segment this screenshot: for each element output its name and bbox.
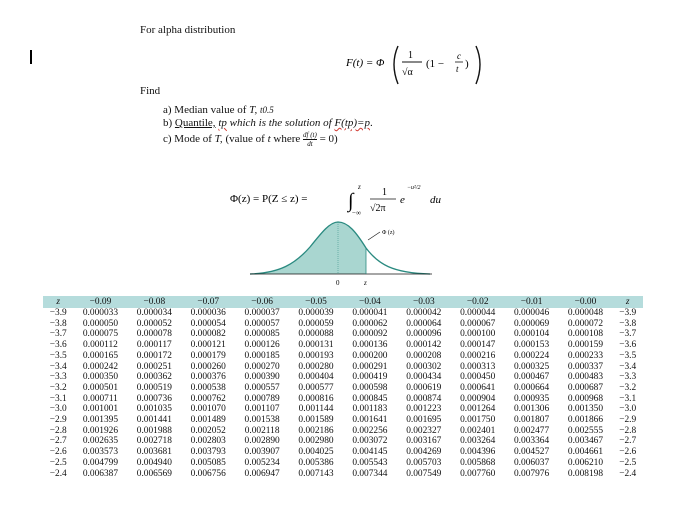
table-cell: 0.000874 bbox=[406, 393, 442, 404]
table-cell: 0.005386 bbox=[298, 457, 334, 468]
table-cell: −2.6 bbox=[619, 447, 637, 458]
table-cell: −2.4 bbox=[49, 468, 67, 479]
table-cell: 0.000251 bbox=[136, 361, 172, 372]
table-cell: 0.006210 bbox=[567, 457, 604, 468]
table-header-row bbox=[43, 296, 643, 308]
integral-sign: ∫ bbox=[348, 190, 354, 212]
table-cell: 0.004025 bbox=[298, 447, 334, 458]
table-row bbox=[43, 415, 643, 426]
table-cell: 0.000096 bbox=[406, 329, 442, 340]
table-cell: −3.8 bbox=[49, 318, 67, 329]
table-cell: 0.002052 bbox=[190, 425, 226, 436]
table-cell: 0.007549 bbox=[406, 468, 442, 479]
table-header-cell: z bbox=[43, 296, 74, 308]
label-pointer bbox=[368, 232, 380, 240]
table-header-cell: −0.07 bbox=[181, 296, 235, 308]
table-cell: −2.9 bbox=[619, 415, 637, 426]
table-cell: −3.5 bbox=[619, 350, 637, 361]
table-header-cell: −0.02 bbox=[451, 296, 505, 308]
table-cell: 0.001144 bbox=[298, 404, 334, 415]
table-header-cell: −0.09 bbox=[74, 296, 128, 308]
table-cell: 0.000117 bbox=[136, 340, 172, 351]
table-cell: −3.2 bbox=[49, 382, 67, 393]
normal-curve-figure bbox=[240, 212, 440, 292]
table-cell: 0.002890 bbox=[244, 436, 280, 447]
table-cell: 0.007976 bbox=[513, 468, 550, 479]
exp-power: −u²/2 bbox=[407, 185, 421, 191]
table-cell: 0.006387 bbox=[82, 468, 119, 479]
table-cell: 0.005234 bbox=[244, 457, 280, 468]
table-cell: 0.002718 bbox=[136, 436, 172, 447]
table-cell: −3.1 bbox=[49, 393, 67, 404]
shaded-area bbox=[250, 222, 366, 274]
table-cell: 0.000270 bbox=[244, 361, 280, 372]
table-cell: 0.000126 bbox=[244, 340, 280, 351]
table-cell: 0.004940 bbox=[136, 457, 172, 468]
table-row bbox=[43, 383, 643, 394]
table-cell: 0.002327 bbox=[406, 425, 442, 436]
table-cell: 0.001589 bbox=[298, 415, 334, 426]
table-cell: 0.001807 bbox=[513, 415, 550, 426]
table-cell: 0.003364 bbox=[513, 436, 550, 447]
table-cell: 0.000131 bbox=[298, 340, 334, 351]
table-cell: 0.003167 bbox=[406, 436, 442, 447]
q-b-word: Quantile, bbox=[174, 117, 216, 129]
table-cell: 0.000075 bbox=[82, 329, 119, 340]
q-b-end: . bbox=[369, 117, 373, 129]
table-cell: 0.001001 bbox=[82, 404, 119, 415]
table-cell: 0.000419 bbox=[352, 372, 388, 383]
big-paren-left bbox=[394, 46, 398, 84]
table-cell: 0.000467 bbox=[513, 372, 550, 383]
axis-z: z bbox=[364, 279, 367, 287]
table-cell: 0.004527 bbox=[513, 447, 550, 458]
table-cell: 0.002186 bbox=[298, 425, 334, 436]
table-cell: 0.001107 bbox=[244, 404, 280, 415]
table-cell: 0.000153 bbox=[513, 340, 550, 351]
table-row bbox=[43, 362, 643, 373]
table-cell: 0.000059 bbox=[298, 318, 334, 329]
table-cell: 0.000037 bbox=[244, 308, 280, 318]
table-row bbox=[43, 426, 643, 437]
table-cell: 0.000072 bbox=[567, 318, 604, 329]
normal-cdf-formula bbox=[230, 180, 480, 216]
table-cell: 0.000619 bbox=[406, 382, 442, 393]
table-cell: 0.001183 bbox=[352, 404, 388, 415]
table-row bbox=[43, 404, 643, 415]
table-cell: 0.002980 bbox=[298, 436, 334, 447]
text-cursor bbox=[30, 50, 32, 64]
table-cell: 0.005703 bbox=[406, 457, 442, 468]
table-cell: 0.000404 bbox=[298, 372, 334, 383]
table-cell: −3.2 bbox=[619, 382, 637, 393]
table-cell: 0.000362 bbox=[136, 372, 172, 383]
table-cell: 0.000664 bbox=[513, 382, 550, 393]
table-cell: 0.000112 bbox=[83, 340, 118, 351]
table-row bbox=[43, 351, 643, 362]
q-b-text: which is the solution of bbox=[229, 117, 332, 129]
table-cell: 0.000048 bbox=[567, 308, 604, 318]
table-cell: 0.004661 bbox=[567, 447, 604, 458]
formula-frac-num: 1 bbox=[408, 50, 413, 61]
table-cell: −3.3 bbox=[619, 372, 637, 383]
table-cell: 0.000224 bbox=[513, 350, 550, 361]
table-cell: 0.000519 bbox=[136, 382, 172, 393]
table-cell: 0.000147 bbox=[460, 340, 496, 351]
table-cell: 0.000041 bbox=[352, 308, 388, 318]
table-body bbox=[43, 308, 643, 479]
table-cell: 0.000121 bbox=[190, 340, 226, 351]
question-c bbox=[163, 131, 338, 148]
table-cell: 0.000935 bbox=[513, 393, 550, 404]
table-cell: 0.000050 bbox=[82, 318, 119, 329]
table-row bbox=[43, 319, 643, 330]
table-cell: 0.000233 bbox=[567, 350, 604, 361]
q-b-label: b) bbox=[163, 117, 173, 129]
table-cell: 0.000088 bbox=[298, 329, 334, 340]
q-a-var: T, bbox=[249, 104, 258, 116]
table-row bbox=[43, 340, 643, 351]
q-c-label: c) bbox=[163, 133, 172, 146]
table-header-cell: −0.01 bbox=[505, 296, 559, 308]
table-cell: −3.4 bbox=[49, 361, 67, 372]
table-cell: 0.000641 bbox=[460, 382, 496, 393]
table-cell: 0.003907 bbox=[244, 447, 280, 458]
table-cell: 0.001350 bbox=[567, 404, 604, 415]
table-cell: −3.0 bbox=[49, 404, 67, 415]
table-cell: 0.000538 bbox=[190, 382, 226, 393]
exp-base: e bbox=[400, 194, 405, 206]
table-header-cell: −0.00 bbox=[559, 296, 613, 308]
table-cell: 0.001264 bbox=[460, 404, 496, 415]
table-row bbox=[43, 394, 643, 405]
q-a-sub: t0.5 bbox=[259, 105, 274, 115]
table-cell: −2.9 bbox=[49, 415, 67, 426]
table-cell: 0.000291 bbox=[352, 361, 388, 372]
table-row bbox=[43, 372, 643, 383]
q-c-tail: = 0) bbox=[319, 133, 338, 146]
q-a-label: a) bbox=[163, 104, 172, 116]
table-cell: 0.006947 bbox=[244, 468, 280, 479]
table-cell: 0.004799 bbox=[82, 457, 119, 468]
table-cell: 0.000450 bbox=[460, 372, 496, 383]
table-cell: 0.000082 bbox=[190, 329, 226, 340]
question-a bbox=[163, 104, 274, 116]
axis-zero: 0 bbox=[336, 279, 340, 287]
table-cell: 0.000557 bbox=[244, 382, 280, 393]
table-cell: 0.000100 bbox=[460, 329, 496, 340]
table-cell: 0.000260 bbox=[190, 361, 226, 372]
table-cell: 0.000845 bbox=[352, 393, 388, 404]
table-cell: 0.007344 bbox=[352, 468, 388, 479]
table-cell: 0.000242 bbox=[82, 361, 119, 372]
table-cell: 0.003573 bbox=[82, 447, 119, 458]
table-row bbox=[43, 329, 643, 340]
table-cell: 0.000069 bbox=[513, 318, 550, 329]
table-cell: −2.5 bbox=[619, 457, 637, 468]
int-lower: −∞ bbox=[352, 209, 361, 216]
table-cell: −2.5 bbox=[49, 457, 67, 468]
table-cell: 0.003681 bbox=[136, 447, 172, 458]
table-cell: 0.000067 bbox=[460, 318, 496, 329]
table-cell: 0.005543 bbox=[352, 457, 388, 468]
table-cell: 0.002477 bbox=[513, 425, 550, 436]
table-cell: 0.000577 bbox=[298, 382, 334, 393]
table-cell: 0.000108 bbox=[567, 329, 604, 340]
problem-title: For alpha distribution bbox=[140, 24, 236, 36]
formula-frac-den: √α bbox=[402, 67, 413, 78]
table-cell: 0.002256 bbox=[352, 425, 388, 436]
table-cell: −3.6 bbox=[49, 340, 67, 351]
table-cell: 0.000136 bbox=[352, 340, 388, 351]
table-cell: 0.006037 bbox=[513, 457, 550, 468]
table-cell: −2.7 bbox=[49, 436, 67, 447]
table-cell: 0.000687 bbox=[567, 382, 604, 393]
table-cell: 0.006569 bbox=[136, 468, 172, 479]
table-cell: 0.000165 bbox=[82, 350, 119, 361]
q-c-t: t bbox=[267, 133, 271, 146]
table-cell: 0.000085 bbox=[244, 329, 280, 340]
table-cell: 0.001641 bbox=[352, 415, 388, 426]
table-cell: 0.001070 bbox=[190, 404, 226, 415]
find-label: Find bbox=[140, 85, 161, 97]
table-row bbox=[43, 447, 643, 458]
table-cell: 0.000302 bbox=[406, 361, 442, 372]
normal-table bbox=[43, 296, 643, 479]
table-cell: 0.004269 bbox=[406, 447, 442, 458]
table-cell: 0.000044 bbox=[460, 308, 496, 318]
table-cell: −2.8 bbox=[619, 425, 637, 436]
table-header-cell: −0.06 bbox=[235, 296, 289, 308]
int-upper: z bbox=[358, 183, 361, 191]
table-cell: 0.000968 bbox=[567, 393, 604, 404]
table-cell: 0.001750 bbox=[460, 415, 496, 426]
table-cell: 0.002635 bbox=[82, 436, 119, 447]
table-cell: 0.000193 bbox=[298, 350, 334, 361]
table-cell: 0.000762 bbox=[190, 393, 226, 404]
table-cell: 0.000104 bbox=[513, 329, 550, 340]
table-cell: 0.000036 bbox=[190, 308, 226, 318]
table-cell: 0.001035 bbox=[136, 404, 172, 415]
table-cell: 0.001866 bbox=[567, 415, 604, 426]
table-cell: 0.004145 bbox=[352, 447, 388, 458]
table-cell: 0.000208 bbox=[406, 350, 442, 361]
table-row bbox=[43, 308, 643, 319]
table-cell: 0.000337 bbox=[567, 361, 604, 372]
table-cell: −2.7 bbox=[619, 436, 637, 447]
table-cell: 0.000816 bbox=[298, 393, 334, 404]
table-cell: −2.8 bbox=[49, 425, 67, 436]
question-b bbox=[163, 117, 373, 129]
table-cell: 0.000216 bbox=[460, 350, 496, 361]
table-cell: 0.001223 bbox=[406, 404, 442, 415]
table-cell: −3.4 bbox=[619, 361, 637, 372]
table-row bbox=[43, 469, 643, 480]
table-cell: 0.000711 bbox=[83, 393, 118, 404]
table-cell: 0.001926 bbox=[82, 425, 119, 436]
table-cell: 0.000057 bbox=[244, 318, 280, 329]
pdf-frac-num: 1 bbox=[382, 187, 387, 198]
table-cell: 0.000078 bbox=[136, 329, 172, 340]
table-cell: 0.000904 bbox=[460, 393, 496, 404]
table-header-cell: −0.04 bbox=[343, 296, 397, 308]
table-header-cell: −0.05 bbox=[289, 296, 343, 308]
table-cell: 0.003793 bbox=[190, 447, 226, 458]
table-cell: 0.000172 bbox=[136, 350, 172, 361]
table-cell: 0.000185 bbox=[244, 350, 280, 361]
table-cell: 0.000064 bbox=[406, 318, 442, 329]
table-cell: −3.7 bbox=[49, 329, 67, 340]
q-a-text: Median value of bbox=[174, 104, 247, 116]
q-c-where: where bbox=[273, 133, 301, 146]
pdf-lhs: Φ(z) = P(Z ≤ z) = bbox=[230, 193, 308, 205]
table-cell: 0.006756 bbox=[190, 468, 226, 479]
table-cell: 0.007760 bbox=[460, 468, 496, 479]
table-cell: −2.6 bbox=[49, 447, 67, 458]
table-cell: 0.001395 bbox=[82, 415, 119, 426]
table-cell: 0.000034 bbox=[136, 308, 172, 318]
table-cell: 0.001441 bbox=[136, 415, 172, 426]
q-c-text: Mode of bbox=[174, 133, 212, 146]
table-cell: −3.6 bbox=[619, 340, 637, 351]
table-cell: 0.000200 bbox=[352, 350, 388, 361]
table-cell: 0.002555 bbox=[567, 425, 604, 436]
table-cell: 0.000390 bbox=[244, 372, 280, 383]
table-row bbox=[43, 458, 643, 469]
table-cell: 0.000054 bbox=[190, 318, 226, 329]
cdf-formula bbox=[340, 38, 540, 90]
table-cell: 0.000501 bbox=[82, 382, 119, 393]
table-cell: −3.9 bbox=[619, 308, 637, 318]
table-cell: −2.4 bbox=[619, 468, 637, 479]
pdf-frac-den: √2π bbox=[370, 203, 386, 214]
table-cell: 0.000598 bbox=[352, 382, 388, 393]
table-cell: 0.000046 bbox=[513, 308, 550, 318]
table-cell: 0.003072 bbox=[352, 436, 388, 447]
table-cell: 0.001538 bbox=[244, 415, 280, 426]
table-cell: −3.7 bbox=[619, 329, 637, 340]
table-cell: −3.9 bbox=[49, 308, 67, 318]
table-cell: 0.000062 bbox=[352, 318, 388, 329]
q-c-frac bbox=[303, 131, 317, 148]
du-text: du bbox=[430, 194, 441, 206]
q-c-frac-num: df (t) bbox=[303, 131, 317, 139]
curve-label: Φ (z) bbox=[382, 230, 395, 236]
table-cell: 0.000033 bbox=[82, 308, 119, 318]
formula-close: ) bbox=[465, 58, 469, 70]
q-b-var: tp bbox=[218, 117, 227, 129]
table-cell: 0.002803 bbox=[190, 436, 226, 447]
table-cell: 0.000142 bbox=[406, 340, 442, 351]
table-cell: 0.000092 bbox=[352, 329, 388, 340]
table-cell: 0.005085 bbox=[190, 457, 226, 468]
table-cell: 0.000280 bbox=[298, 361, 334, 372]
table-cell: −3.5 bbox=[49, 350, 67, 361]
table-cell: 0.002401 bbox=[460, 425, 496, 436]
formula-c: c bbox=[457, 51, 461, 61]
formula-lhs: F(t) = Φ bbox=[346, 57, 385, 69]
formula-t: t bbox=[456, 64, 459, 74]
big-paren-right bbox=[476, 46, 480, 84]
table-cell: 0.000159 bbox=[567, 340, 604, 351]
table-cell: 0.000434 bbox=[406, 372, 442, 383]
table-cell: 0.001306 bbox=[513, 404, 550, 415]
table-cell: 0.001988 bbox=[136, 425, 172, 436]
q-c-paren: (value of bbox=[225, 133, 265, 146]
formula-paren: (1 − bbox=[426, 58, 445, 70]
table-cell: 0.000789 bbox=[244, 393, 280, 404]
table-cell: −3.8 bbox=[619, 318, 637, 329]
table-cell: 0.008198 bbox=[567, 468, 604, 479]
q-c-frac-den: dt bbox=[307, 140, 313, 148]
table-row bbox=[43, 436, 643, 447]
table-cell: 0.000325 bbox=[513, 361, 550, 372]
table-cell: 0.002118 bbox=[244, 425, 280, 436]
table-cell: 0.000039 bbox=[298, 308, 334, 318]
table-cell: 0.003264 bbox=[460, 436, 496, 447]
table-cell: −3.3 bbox=[49, 372, 67, 383]
table-cell: 0.007143 bbox=[298, 468, 334, 479]
table-cell: 0.000179 bbox=[190, 350, 226, 361]
table-cell: −3.0 bbox=[619, 404, 637, 415]
table-cell: 0.003467 bbox=[567, 436, 604, 447]
table-cell: 0.000376 bbox=[190, 372, 226, 383]
table-cell: 0.000483 bbox=[567, 372, 604, 383]
table-cell: 0.000042 bbox=[406, 308, 442, 318]
q-c-var: T, bbox=[214, 133, 223, 146]
table-cell: 0.000052 bbox=[136, 318, 172, 329]
table-header-cell: −0.03 bbox=[397, 296, 451, 308]
table-header-cell: z bbox=[612, 296, 643, 308]
q-b-eq: F(tp)=p bbox=[334, 117, 370, 129]
table-cell: 0.000313 bbox=[460, 361, 496, 372]
table-header-cell: −0.08 bbox=[127, 296, 181, 308]
table-cell: 0.001695 bbox=[406, 415, 442, 426]
table-cell: 0.000350 bbox=[82, 372, 119, 383]
table-cell: 0.001489 bbox=[190, 415, 226, 426]
table-cell: 0.004396 bbox=[460, 447, 496, 458]
table-cell: −3.1 bbox=[619, 393, 637, 404]
table-cell: 0.005868 bbox=[460, 457, 496, 468]
table-cell: 0.000736 bbox=[136, 393, 172, 404]
